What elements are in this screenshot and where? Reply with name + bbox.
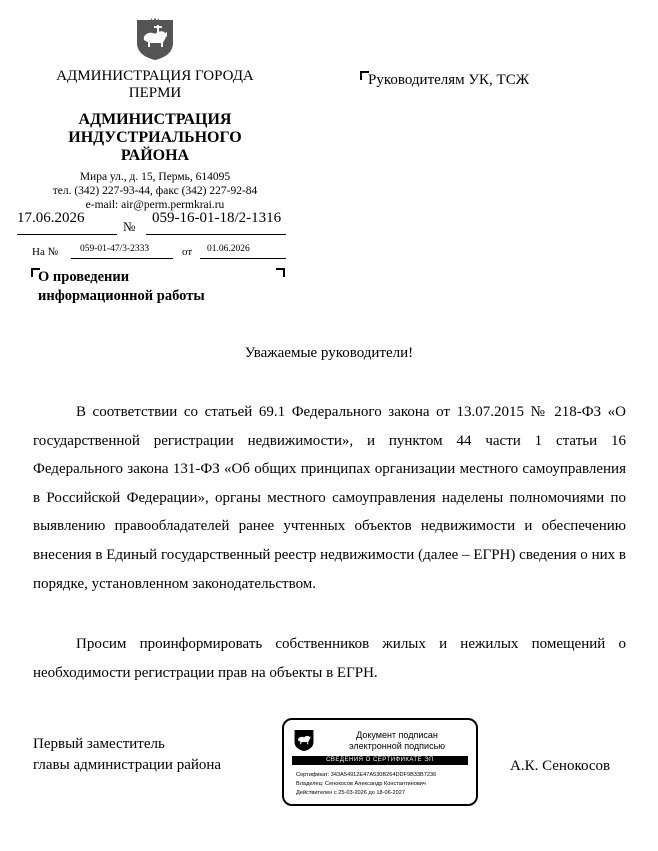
registration-number-underline <box>146 234 286 235</box>
body-paragraph-1: В соответствии со статьей 69.1 Федерального закона от 13.07.2015 № 218-ФЗ «О государственной регистрации недвижимости», и пунктом 44 части 1 статьи 16 Федерального закона 131-ФЗ «Об общих принципах организации местного самоуправления в Российской Федерации», органы местного самоуправления наделены полномочиями по выявлению правообладателей ранее учтенных объектов недвижимости и обеспечению внесения в Единый государственный реестр недвижимости (далее – ЕГРН) сведения о них в порядке, установленном законодательством. <box>33 404 626 592</box>
org-district-name: АДМИНИСТРАЦИЯ ИНДУСТРИАЛЬНОГО РАЙОНА <box>68 111 242 164</box>
subject: О проведении информационной работы <box>38 269 205 304</box>
registration-date: 17.06.2026 <box>17 210 85 226</box>
reference-date-underline <box>200 258 286 259</box>
reference-from-label: от <box>182 246 193 258</box>
stamp-certificate-bar: СВЕДЕНИЯ О СЕРТИФИКАТЕ ЭП <box>292 756 468 765</box>
stamp-coat-of-arms-icon <box>294 728 314 752</box>
registration-number: 059-16-01-18/2-1316 <box>152 210 282 226</box>
org-phones: тел. (342) 227-93-44, факс (342) 227-92-84 <box>52 185 258 197</box>
org-email: e-mail: air@perm.permkrai.ru <box>85 199 225 211</box>
signatory-title: Первый заместитель главы администрации района <box>33 736 222 773</box>
reference-label: На № <box>32 246 59 258</box>
registration-number-label: № <box>123 219 136 234</box>
org-contacts <box>30 170 280 212</box>
signatory-name: А.К. Сенокосов <box>510 758 611 774</box>
electronic-signature-stamp <box>282 718 478 806</box>
reference-date: 01.06.2026 <box>207 244 250 254</box>
body-paragraph-2: Просим проинформировать собственников жилых и нежилых помещений о необходимости регистрации прав на объекты в ЕГРН. <box>33 636 626 681</box>
stamp-certificate: Сертификат: 343A54912E47A530B264DDF9B33B7236 <box>296 772 437 778</box>
reference-number: 059-01-47/3-2333 <box>80 244 150 254</box>
recipient: Руководителям УК, ТСЖ <box>368 72 530 88</box>
greeting: Уважаемые руководители! <box>244 345 414 361</box>
stamp-heading: Документ подписан электронной подписью <box>348 730 446 751</box>
reference-number-underline <box>71 258 173 259</box>
registration-date-underline <box>17 234 117 235</box>
coat-of-arms-icon <box>136 17 174 61</box>
org-city-name: АДМИНИСТРАЦИЯ ГОРОДА ПЕРМИ <box>56 68 254 101</box>
stamp-validity: Действителен с 25-03-2026 до 18-06-2027 <box>296 790 405 796</box>
subject-corner-mark-right <box>276 268 285 277</box>
stamp-owner: Владелец: Сенокосов Александр Константинович <box>296 781 426 787</box>
org-address: Мира ул., д. 15, Пермь, 614095 <box>79 171 231 183</box>
